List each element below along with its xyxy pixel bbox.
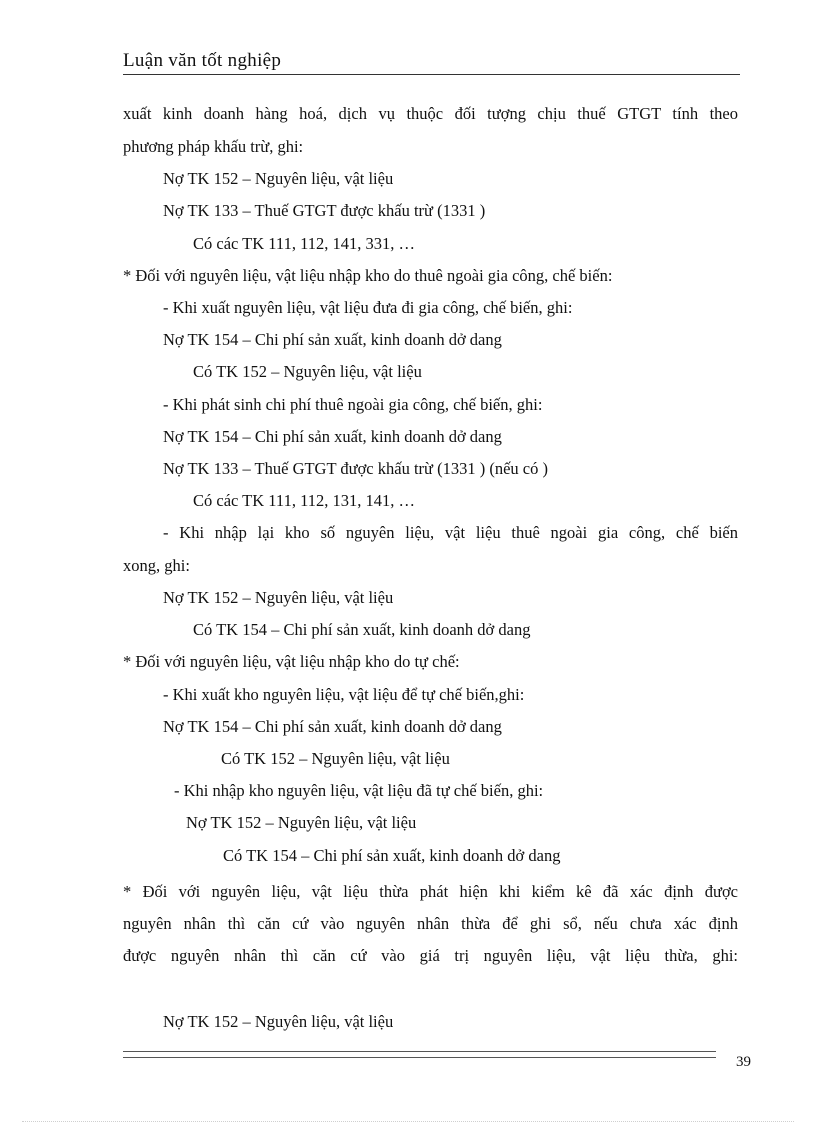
text-line: Nợ TK 154 – Chi phí sản xuất, kinh doanh dở dang bbox=[163, 427, 502, 446]
text-line: - Khi phát sinh chi phí thuê ngoài gia công, chế biến, ghi: bbox=[163, 395, 543, 414]
text-line: Nợ TK 152 – Nguyên liệu, vật liệu bbox=[163, 169, 394, 188]
text-line: Có các TK 111, 112, 131, 141, … bbox=[193, 491, 415, 510]
text-line: - Khi xuất nguyên liệu, vật liệu đưa đi gia công, chế biến, ghi: bbox=[163, 298, 573, 317]
text-line: Nợ TK 152 – Nguyên liệu, vật liệu bbox=[186, 813, 417, 832]
footer-rule bbox=[123, 1051, 716, 1058]
text-line: - Khi xuất kho nguyên liệu, vật liệu để tự chế biến,ghi: bbox=[163, 685, 525, 704]
text-line: * Đối với nguyên liệu, vật liệu thừa phát hiện khi kiểm kê đã xác định được bbox=[123, 882, 738, 901]
text-line: Nợ TK 154 – Chi phí sản xuất, kinh doanh dở dang bbox=[163, 330, 502, 349]
text-line: xuất kinh doanh hàng hoá, dịch vụ thuộc đối tượng chịu thuế GTGT tính theo bbox=[123, 104, 738, 123]
text-line: Có các TK 111, 112, 141, 331, … bbox=[193, 234, 415, 253]
text-line: Nợ TK 152 – Nguyên liệu, vật liệu bbox=[163, 588, 394, 607]
header-rule bbox=[123, 74, 740, 75]
text-line: Nợ TK 152 – Nguyên liệu, vật liệu bbox=[163, 1012, 394, 1031]
text-line: Nợ TK 133 – Thuế GTGT được khấu trừ (1331 ) bbox=[163, 201, 486, 220]
page-edge bbox=[22, 1121, 794, 1122]
page-number: 39 bbox=[736, 1054, 751, 1070]
text-line: * Đối với nguyên liệu, vật liệu nhập kho do tự chế: bbox=[123, 652, 460, 671]
text-line: Nợ TK 133 – Thuế GTGT được khấu trừ (1331 ) (nếu có ) bbox=[163, 459, 548, 478]
header-title: Luận văn tốt nghiệp bbox=[123, 50, 282, 71]
text-line: Có TK 154 – Chi phí sản xuất, kinh doanh dở dang bbox=[193, 620, 531, 639]
text-line: xong, ghi: bbox=[123, 556, 190, 575]
text-line: - Khi nhập lại kho số nguyên liệu, vật liệu thuê ngoài gia công, chế biến bbox=[163, 523, 738, 542]
text-line: * Đối với nguyên liệu, vật liệu nhập kho do thuê ngoài gia công, chế biến: bbox=[123, 266, 613, 285]
text-line: Có TK 152 – Nguyên liệu, vật liệu bbox=[221, 749, 450, 768]
text-line: nguyên nhân thì căn cứ vào nguyên nhân thừa để ghi sổ, nếu chưa xác định bbox=[123, 914, 738, 933]
text-line: Có TK 152 – Nguyên liệu, vật liệu bbox=[193, 362, 422, 381]
text-line: phương pháp khấu trừ, ghi: bbox=[123, 137, 304, 156]
text-line: Nợ TK 154 – Chi phí sản xuất, kinh doanh dở dang bbox=[163, 717, 502, 736]
text-line: được nguyên nhân thì căn cứ vào giá trị nguyên liệu, vật liệu thừa, ghi: bbox=[123, 946, 738, 965]
text-line: - Khi nhập kho nguyên liệu, vật liệu đã tự chế biến, ghi: bbox=[174, 781, 544, 800]
text-line: Có TK 154 – Chi phí sản xuất, kinh doanh dở dang bbox=[223, 846, 561, 865]
